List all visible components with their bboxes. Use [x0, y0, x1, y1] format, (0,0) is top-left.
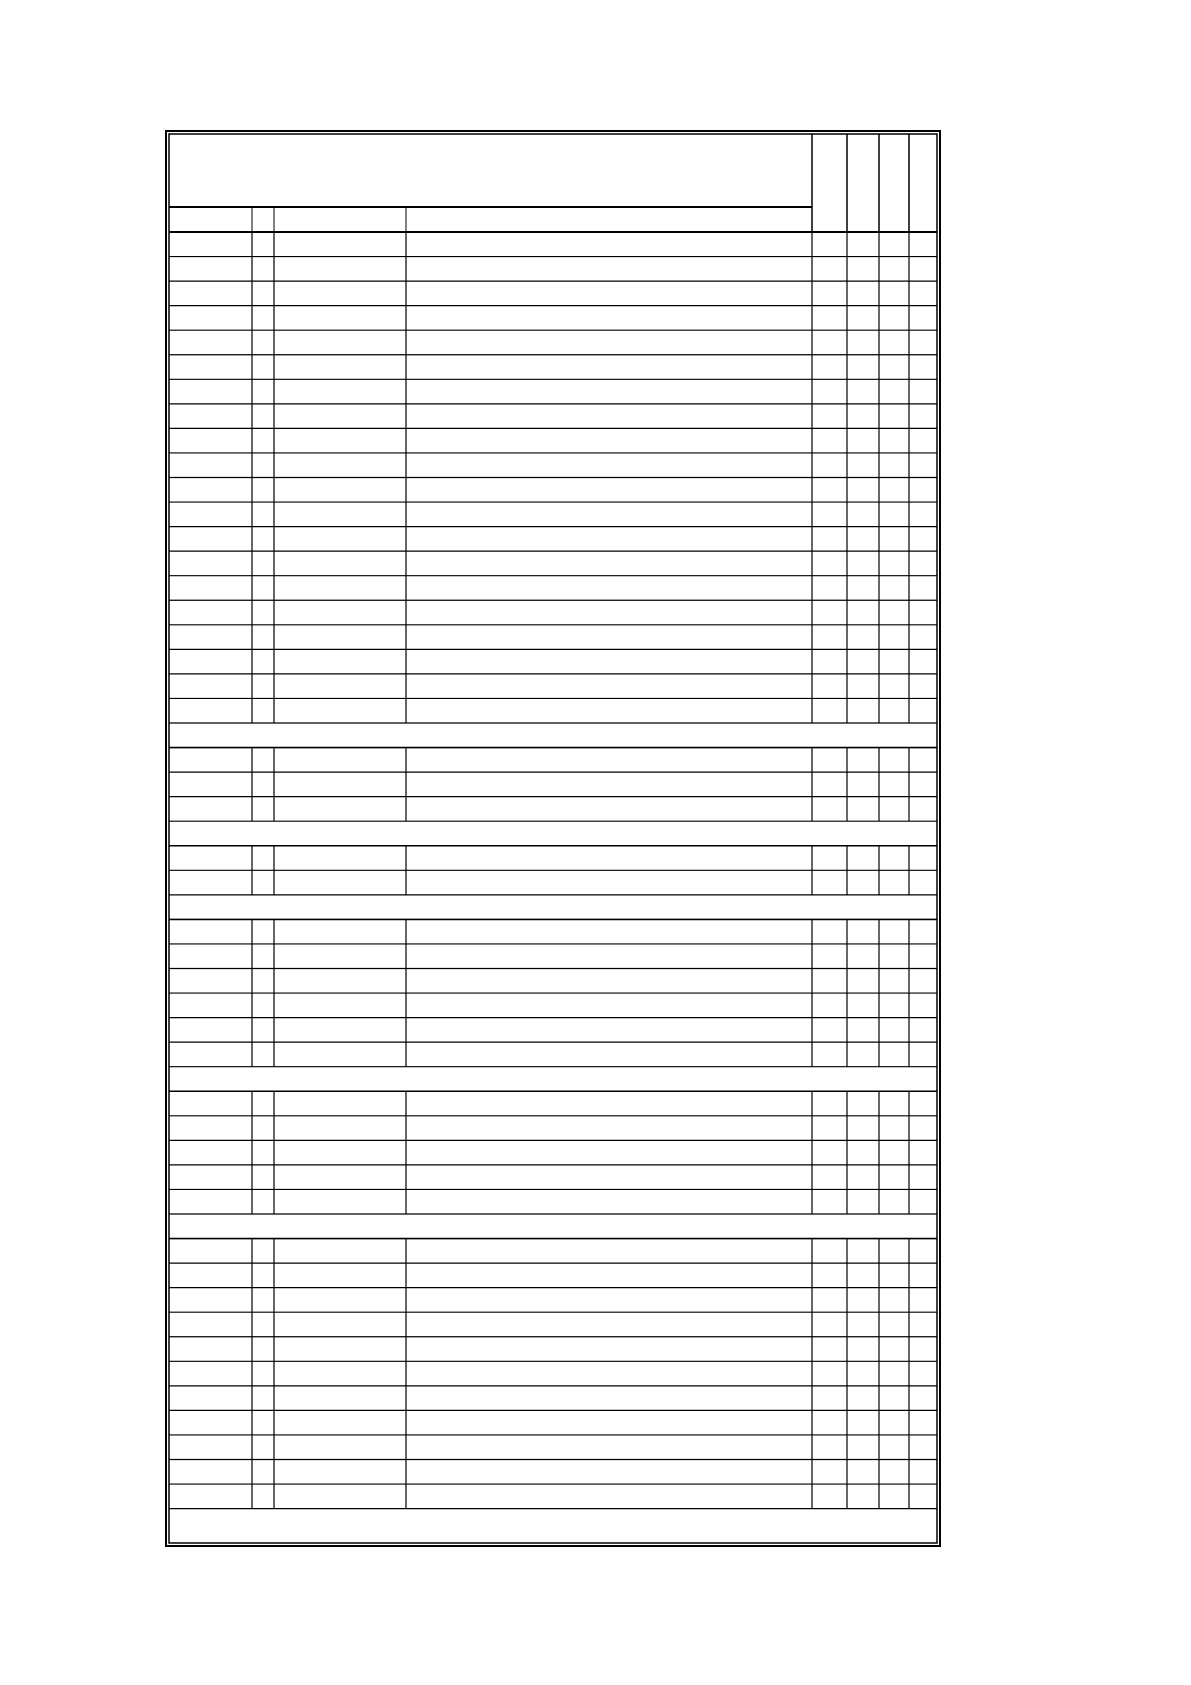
inner-frame — [169, 134, 937, 1543]
blank-form-table — [165, 130, 941, 1547]
table-grid — [169, 134, 937, 1509]
outer-frame — [166, 131, 940, 1546]
